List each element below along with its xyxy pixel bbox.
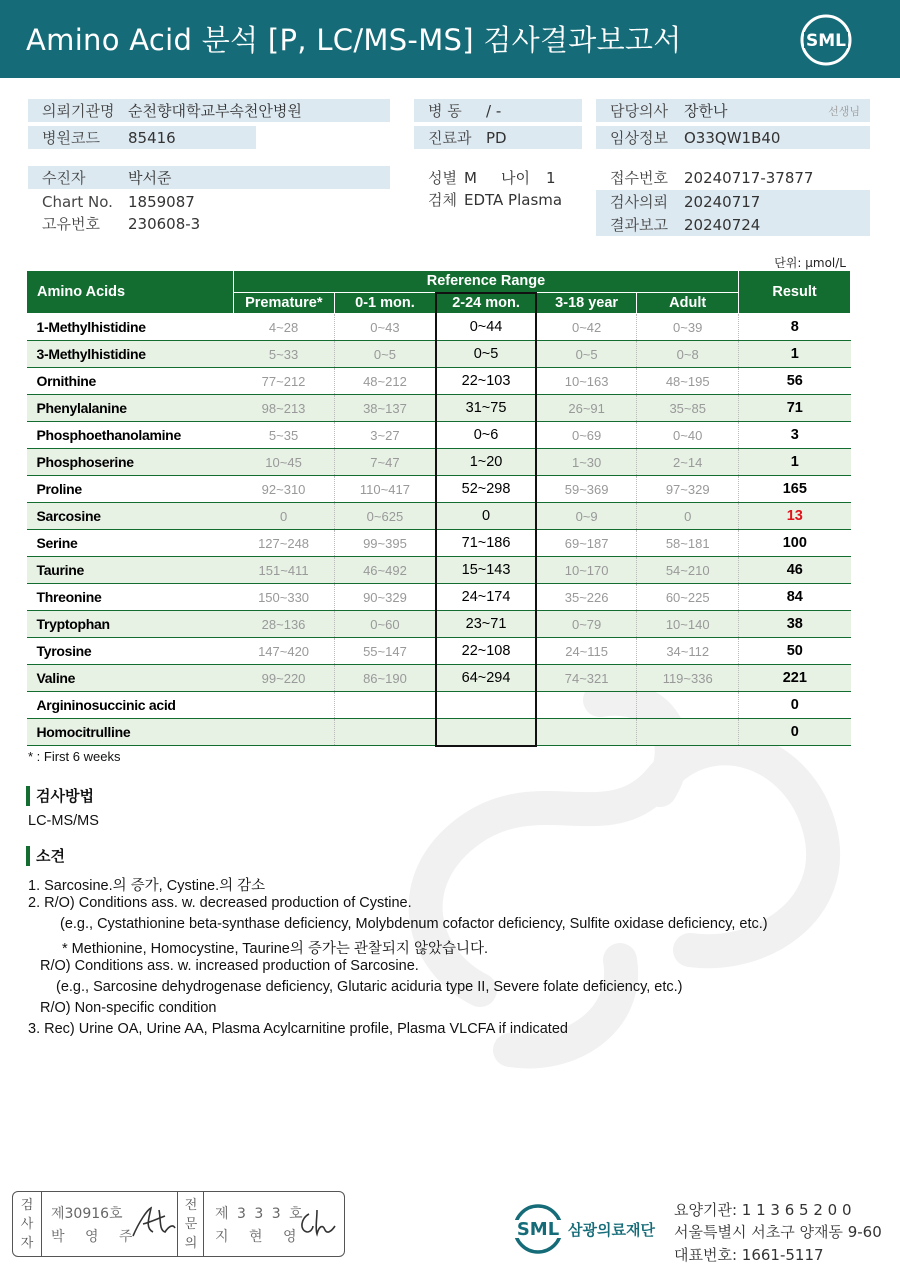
- col-header-amino-acids: Amino Acids: [27, 271, 234, 314]
- unique-row: [28, 212, 390, 235]
- amino-acid-name: Proline: [27, 476, 234, 503]
- reference-range-cell: 10~163: [536, 368, 637, 395]
- table-row: [27, 638, 851, 665]
- table-footnote: * : First 6 weeks: [28, 749, 121, 764]
- result-value: 1: [739, 341, 851, 368]
- table-row: [27, 557, 851, 584]
- specialist-license-no: 제 3 3 3 호: [215, 1206, 305, 1222]
- method-text: LC-MS/MS: [28, 813, 99, 829]
- reference-range-cell: 99~220: [233, 665, 334, 692]
- result-value: 56: [739, 368, 851, 395]
- col-header-3-18-year: 3-18 year: [536, 293, 637, 314]
- reference-range-cell: 0~40: [637, 422, 739, 449]
- reference-range-cell: 64~294: [436, 665, 536, 692]
- brand-name: 삼광의료재단: [568, 1221, 655, 1239]
- ward-value: / -: [486, 101, 502, 120]
- clinical-label: 임상정보: [610, 129, 668, 147]
- doctor-row: [596, 99, 870, 122]
- hospital-code-value: 85416: [128, 128, 176, 147]
- report-value: 20240724: [684, 215, 761, 234]
- reference-range-cell: 90~329: [334, 584, 436, 611]
- reference-range-cell: 0~43: [334, 314, 436, 341]
- ward-label: 병 동: [428, 102, 462, 120]
- reference-range-cell: 24~115: [536, 638, 637, 665]
- reference-range-cell: [637, 719, 739, 746]
- reference-range-cell: 97~329: [637, 476, 739, 503]
- result-value: 0: [739, 692, 851, 719]
- reference-range-cell: 127~248: [233, 530, 334, 557]
- age-value: 1: [545, 168, 556, 187]
- amino-acid-name: Tryptophan: [27, 611, 234, 638]
- amino-acid-name: 1-Methylhistidine: [27, 314, 234, 341]
- reference-range-cell: [233, 719, 334, 746]
- request-value: 20240717: [684, 192, 761, 211]
- result-value: 71: [739, 395, 851, 422]
- amino-acid-name: Ornithine: [27, 368, 234, 395]
- reference-range-cell: 0~79: [536, 611, 637, 638]
- reference-range-cell: [436, 692, 536, 719]
- reference-range-cell: 0~5: [536, 341, 637, 368]
- result-value: 8: [739, 314, 851, 341]
- unique-label: 고유번호: [42, 215, 100, 233]
- reference-range-cell: 5~35: [233, 422, 334, 449]
- phone-number: 대표번호: 1661-5117: [674, 1246, 824, 1264]
- doctor-value: 장한나: [684, 102, 728, 120]
- reference-range-cell: 34~112: [637, 638, 739, 665]
- reference-range-cell: 4~28: [233, 314, 334, 341]
- reference-range-cell: 7~47: [334, 449, 436, 476]
- amino-acid-name: Taurine: [27, 557, 234, 584]
- table-row: [27, 449, 851, 476]
- reference-range-cell: [334, 692, 436, 719]
- patient-label: 수진자: [42, 169, 86, 187]
- sml-logo-text: SML: [806, 31, 846, 51]
- sex-value: M: [464, 168, 477, 187]
- unique-value: 230608-3: [128, 214, 201, 233]
- reference-range-cell: [536, 692, 637, 719]
- reference-range-cell: 26~91: [536, 395, 637, 422]
- reference-range-cell: 54~210: [637, 557, 739, 584]
- reference-range-cell: 0~6: [436, 422, 536, 449]
- table-row: [27, 665, 851, 692]
- reference-range-cell: 2~14: [637, 449, 739, 476]
- reference-range-cell: 52~298: [436, 476, 536, 503]
- col-header-reference-range: Reference Range: [233, 271, 738, 293]
- table-row: [27, 530, 851, 557]
- reference-range-cell: 99~395: [334, 530, 436, 557]
- unit-label: 단위: μmol/L: [774, 256, 846, 270]
- reference-range-cell: 151~411: [233, 557, 334, 584]
- amino-acid-name: Phosphoserine: [27, 449, 234, 476]
- reference-range-cell: 0: [637, 503, 739, 530]
- col-header-result: Result: [739, 271, 851, 314]
- table-row: [27, 314, 851, 341]
- sml-brand: [510, 1200, 670, 1258]
- reference-range-cell: 110~417: [334, 476, 436, 503]
- reference-range-cell: 10~45: [233, 449, 334, 476]
- clinical-row: [596, 126, 870, 149]
- result-value: 46: [739, 557, 851, 584]
- finding-line: * Methionine, Homocystine, Taurine의 증가는 관찰되지 않았습니다.: [62, 941, 489, 957]
- reference-range-cell: 48~195: [637, 368, 739, 395]
- specimen-row: [414, 188, 584, 211]
- reference-range-cell: 28~136: [233, 611, 334, 638]
- reference-range-cell: 0~69: [536, 422, 637, 449]
- reference-range-cell: 0~39: [637, 314, 739, 341]
- result-value: 1: [739, 449, 851, 476]
- reference-range-cell: 147~420: [233, 638, 334, 665]
- technician-license-no: 제30916호: [51, 1206, 123, 1222]
- reference-range-cell: 15~143: [436, 557, 536, 584]
- finding-line: 2. R/O) Conditions ass. w. decreased production of Cystine.: [28, 895, 412, 911]
- receipt-value: 20240717-37877: [684, 168, 814, 187]
- table-row: [27, 611, 851, 638]
- patient-name: 박서준: [128, 169, 172, 187]
- specimen-label: 검체: [428, 191, 457, 209]
- reference-range-cell: 71~186: [436, 530, 536, 557]
- reference-range-cell: 0: [436, 503, 536, 530]
- request-label: 검사의뢰: [610, 193, 668, 211]
- col-header-0-1-mon: 0-1 mon.: [334, 293, 436, 314]
- result-value: 38: [739, 611, 851, 638]
- reference-range-cell: 23~71: [436, 611, 536, 638]
- reference-range-cell: 150~330: [233, 584, 334, 611]
- reference-range-cell: 0~42: [536, 314, 637, 341]
- finding-line: (e.g., Sarcosine dehydrogenase deficiency, Glutaric aciduria type II, Severe folate deficiency, etc.): [56, 979, 683, 995]
- amino-acid-name: Phosphoethanolamine: [27, 422, 234, 449]
- clinical-value: O33QW1B40: [684, 128, 781, 147]
- institution-row: [28, 99, 390, 122]
- amino-acid-name: Phenylalanine: [27, 395, 234, 422]
- reference-range-cell: 0~9: [536, 503, 637, 530]
- reference-range-cell: 22~103: [436, 368, 536, 395]
- method-heading: 검사방법: [26, 786, 94, 806]
- technician-signature-icon: [129, 1202, 179, 1242]
- result-value: 0: [739, 719, 851, 746]
- receipt-label: 접수번호: [610, 169, 668, 187]
- report-label: 결과보고: [610, 216, 668, 234]
- result-value: 100: [739, 530, 851, 557]
- result-value: 165: [739, 476, 851, 503]
- reference-range-cell: 0~44: [436, 314, 536, 341]
- table-row: [27, 341, 851, 368]
- reference-range-cell: 3~27: [334, 422, 436, 449]
- finding-line: R/O) Conditions ass. w. increased production of Sarcosine.: [40, 958, 419, 974]
- table-row: [27, 503, 851, 530]
- col-header-premature: Premature*: [233, 293, 334, 314]
- specimen-value: EDTA Plasma: [464, 190, 563, 209]
- col-header-adult: Adult: [637, 293, 739, 314]
- reference-range-cell: 98~213: [233, 395, 334, 422]
- finding-line: R/O) Non-specific condition: [40, 1000, 217, 1016]
- signature-label-specialist: 전 문 의: [184, 1198, 198, 1251]
- amino-acid-name: Serine: [27, 530, 234, 557]
- sml-brand-logo-icon: [510, 1202, 566, 1256]
- signature-box: [12, 1191, 345, 1257]
- reference-range-cell: [637, 692, 739, 719]
- reference-range-cell: 0: [233, 503, 334, 530]
- reference-range-cell: [536, 719, 637, 746]
- result-value: 3: [739, 422, 851, 449]
- reference-range-cell: 0~625: [334, 503, 436, 530]
- reference-range-cell: 119~336: [637, 665, 739, 692]
- sml-logo-icon: [798, 12, 854, 68]
- reference-range-cell: [334, 719, 436, 746]
- reference-range-cell: 5~33: [233, 341, 334, 368]
- age-label: 나이: [500, 169, 530, 187]
- finding-line: 1. Sarcosine.의 증가, Cystine.의 감소: [28, 878, 266, 894]
- result-value: 221: [739, 665, 851, 692]
- chart-row: [28, 190, 390, 213]
- specialist-name: 지 현 영: [215, 1229, 305, 1245]
- report-title: Amino Acid 분석 [P, LC/MS-MS] 검사결과보고서: [26, 23, 682, 57]
- reference-range-cell: 69~187: [536, 530, 637, 557]
- sml-brand-logo-text: SML: [516, 1219, 560, 1240]
- table-row: [27, 692, 851, 719]
- amino-acid-name: Sarcosine: [27, 503, 234, 530]
- sex-label: 성별: [428, 169, 457, 187]
- reference-range-cell: 10~140: [637, 611, 739, 638]
- reference-range-cell: 38~137: [334, 395, 436, 422]
- reference-range-cell: 0~60: [334, 611, 436, 638]
- result-value: 84: [739, 584, 851, 611]
- table-row: [27, 368, 851, 395]
- hospital-code-row: [28, 126, 256, 149]
- amino-acid-name: 3-Methylhistidine: [27, 341, 234, 368]
- doctor-label: 담당의사: [610, 102, 668, 120]
- receipt-row: [596, 166, 870, 189]
- institution-code: 요양기관: 1 1 3 6 5 2 0 0: [674, 1201, 852, 1219]
- reference-range-cell: 55~147: [334, 638, 436, 665]
- reference-range-cell: 60~225: [637, 584, 739, 611]
- report-row: [596, 213, 870, 236]
- reference-range-cell: 0~5: [334, 341, 436, 368]
- result-value: 50: [739, 638, 851, 665]
- reference-range-cell: 74~321: [536, 665, 637, 692]
- table-row: [27, 476, 851, 503]
- signature-label-technician: 검 사 자: [20, 1198, 34, 1251]
- reference-range-cell: 35~226: [536, 584, 637, 611]
- reference-range-cell: 46~492: [334, 557, 436, 584]
- request-row: [596, 190, 870, 213]
- finding-line: (e.g., Cystathionine beta-synthase deficiency, Molybdenum cofactor deficiency, Sulfite oxidase deficiency, etc.): [60, 916, 768, 932]
- reference-range-cell: 22~108: [436, 638, 536, 665]
- amino-acid-table: [26, 270, 851, 747]
- reference-range-cell: 10~170: [536, 557, 637, 584]
- findings-heading: 소견: [26, 846, 65, 866]
- report-header: [0, 0, 900, 78]
- table-row: [27, 584, 851, 611]
- result-value: 13: [739, 503, 851, 530]
- reference-range-cell: 86~190: [334, 665, 436, 692]
- reference-range-cell: 58~181: [637, 530, 739, 557]
- finding-line: 3. Rec) Urine OA, Urine AA, Plasma Acylcarnitine profile, Plasma VLCFA if indicated: [28, 1021, 568, 1037]
- reference-range-cell: 59~369: [536, 476, 637, 503]
- reference-range-cell: 35~85: [637, 395, 739, 422]
- institution-value: 순천향대학교부속천안병원: [128, 102, 302, 120]
- amino-acid-name: Threonine: [27, 584, 234, 611]
- reference-range-cell: 1~20: [436, 449, 536, 476]
- amino-acid-name: Tyrosine: [27, 638, 234, 665]
- reference-range-cell: [436, 719, 536, 746]
- reference-range-cell: [233, 692, 334, 719]
- sex-age-row: [414, 166, 584, 189]
- amino-acid-name: Argininosuccinic acid: [27, 692, 234, 719]
- table-row: [27, 395, 851, 422]
- reference-range-cell: 48~212: [334, 368, 436, 395]
- patient-row: [28, 166, 390, 189]
- col-header-2-24-mon: 2-24 mon.: [436, 293, 536, 314]
- reference-range-cell: 1~30: [536, 449, 637, 476]
- institution-label: 의뢰기관명: [42, 102, 115, 120]
- reference-range-cell: 77~212: [233, 368, 334, 395]
- hospital-code-label: 병원코드: [42, 129, 100, 147]
- amino-acid-name: Valine: [27, 665, 234, 692]
- doctor-suffix: 선생님: [828, 104, 860, 118]
- reference-range-cell: 92~310: [233, 476, 334, 503]
- reference-range-cell: 0~5: [436, 341, 536, 368]
- reference-range-cell: 31~75: [436, 395, 536, 422]
- chart-label: Chart No.: [42, 192, 113, 211]
- chart-value: 1859087: [128, 192, 195, 211]
- reference-range-cell: 24~174: [436, 584, 536, 611]
- reference-range-cell: 0~8: [637, 341, 739, 368]
- table-row: [27, 422, 851, 449]
- technician-name: 박 영 주: [51, 1229, 141, 1245]
- dept-row: [414, 126, 582, 149]
- address: 서울특별시 서초구 양재동 9-60: [674, 1223, 882, 1241]
- specialist-signature-icon: [295, 1206, 339, 1242]
- amino-acid-name: Homocitrulline: [27, 719, 234, 746]
- dept-value: PD: [486, 128, 507, 147]
- ward-row: [414, 99, 582, 122]
- dept-label: 진료과: [428, 129, 472, 147]
- table-row: [27, 719, 851, 746]
